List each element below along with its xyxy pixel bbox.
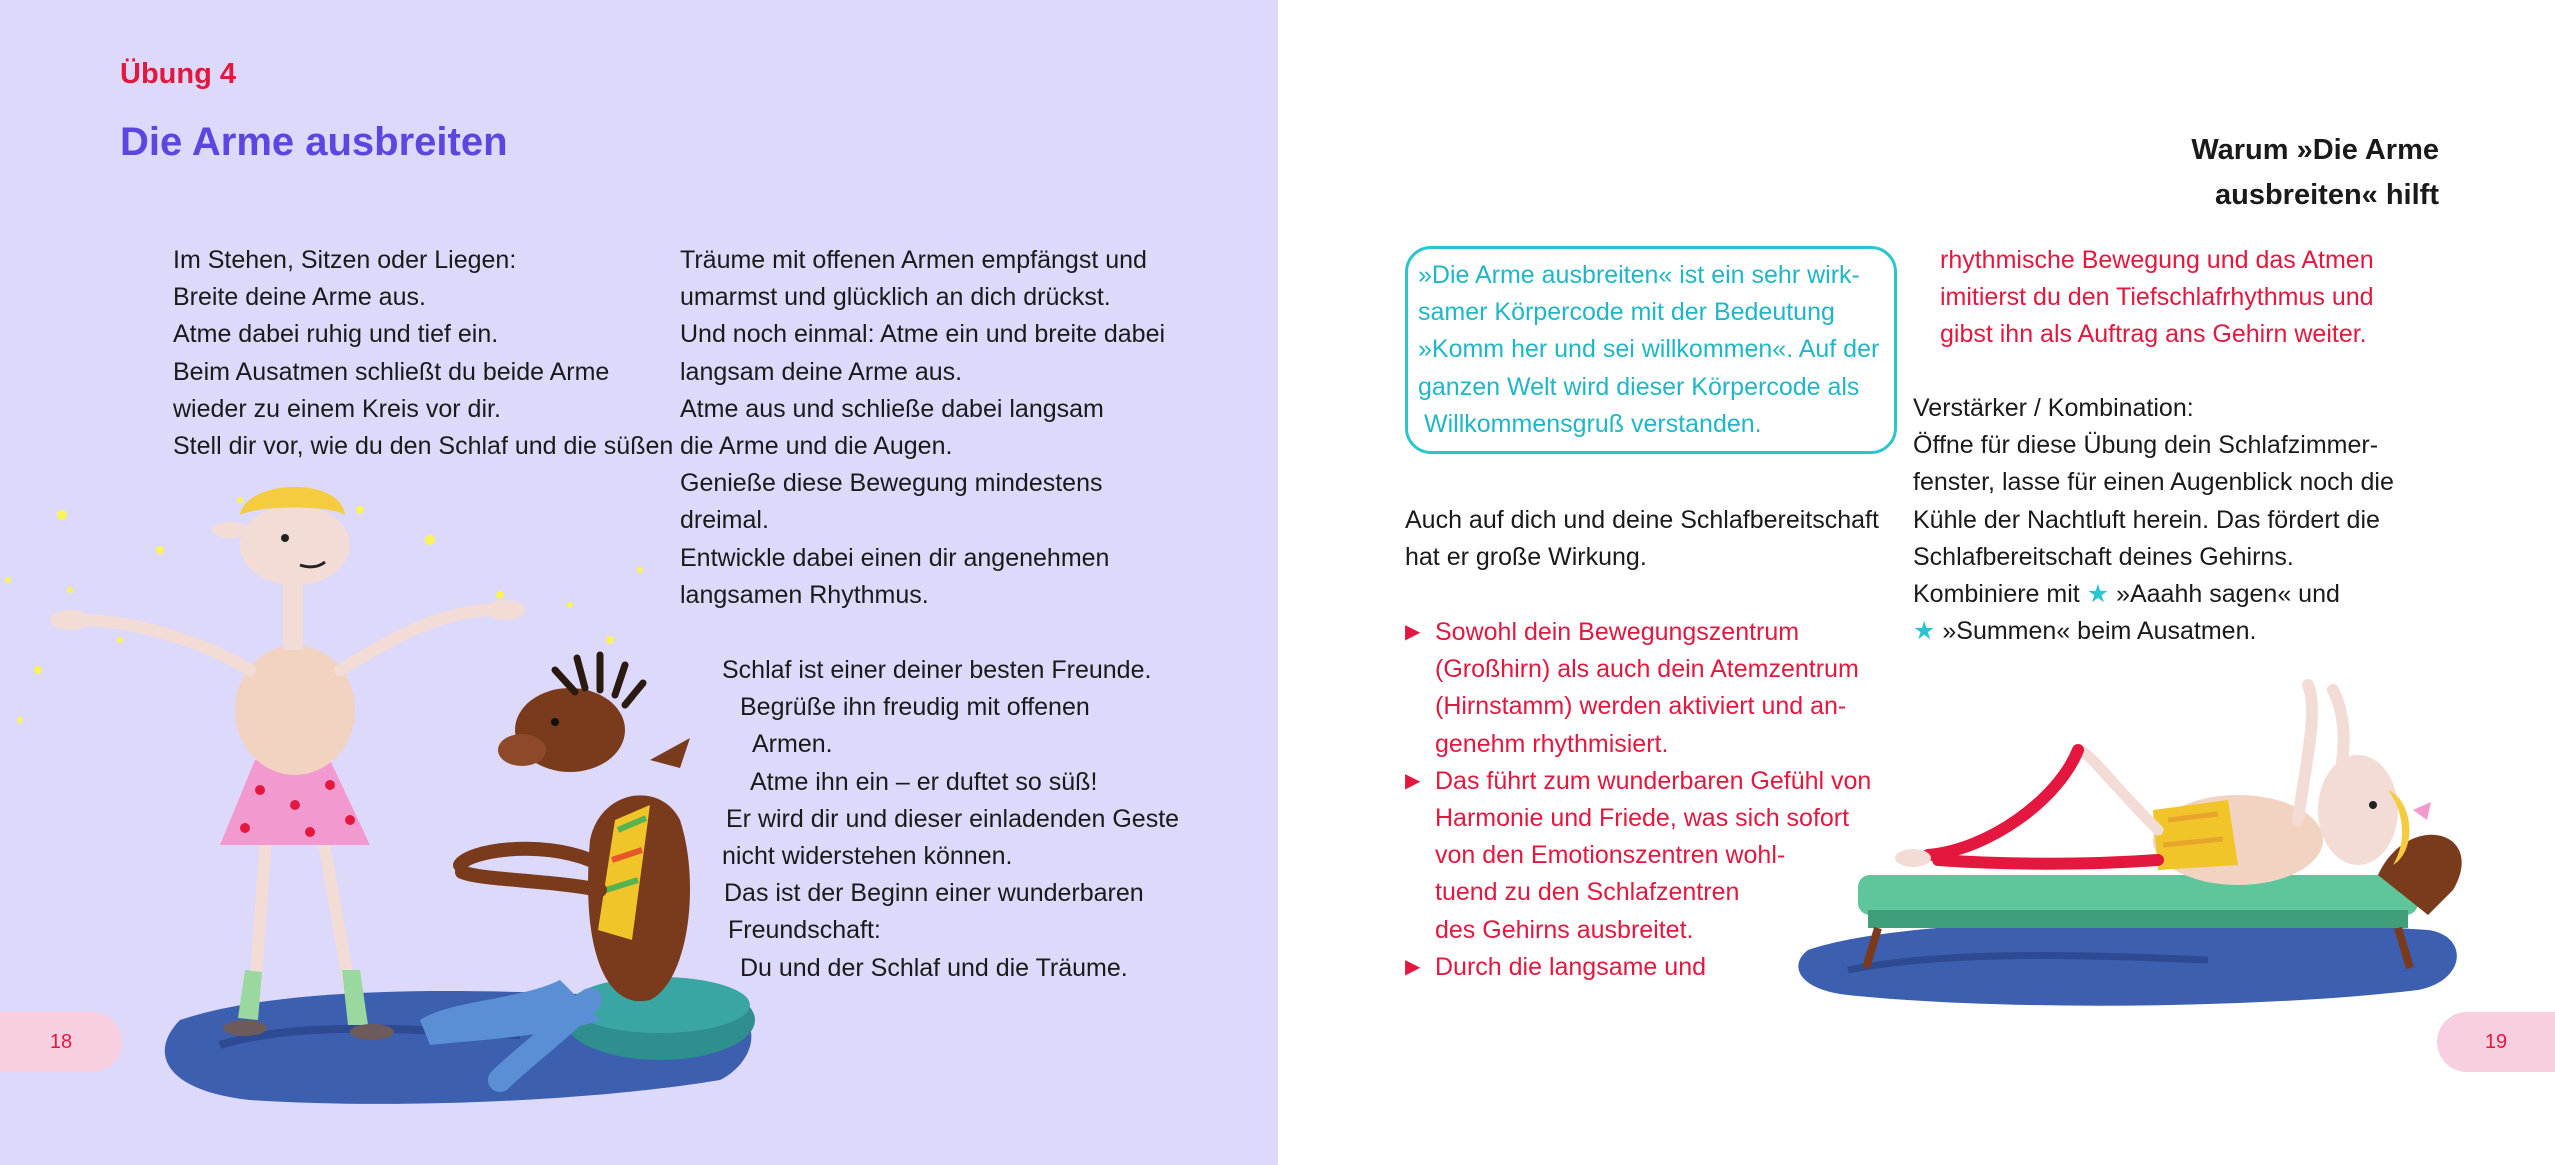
triangle-bullet-icon: ▶ bbox=[1405, 955, 1421, 978]
text-line: dreimal. bbox=[680, 506, 769, 535]
text-line: hat er große Wirkung. bbox=[1405, 543, 1647, 572]
text-line: Beim Ausatmen schließt du beide Arme bbox=[173, 357, 610, 386]
box-line: »Komm her und sei willkommen«. Auf der bbox=[1418, 335, 1880, 364]
section-heading bbox=[2019, 128, 2439, 218]
text-line: wieder zu einem Kreis vor dir. bbox=[173, 394, 501, 423]
combine-item: »Aaahh sagen« und bbox=[2116, 580, 2340, 609]
effect-paragraph bbox=[1405, 502, 1879, 576]
lying-sheep-illustration bbox=[1788, 660, 2468, 1020]
text-line: Atme aus und schließe dabei langsam bbox=[680, 394, 1104, 423]
text-line: Stell dir vor, wie du den Schlaf und die süßen bbox=[173, 432, 674, 461]
text-line: Atme dabei ruhig und tief ein. bbox=[173, 320, 499, 349]
page-title: Die Arme ausbreiten bbox=[120, 120, 508, 164]
text-line: (Hirnstamm) werden aktiviert und an- bbox=[1435, 692, 1847, 721]
text-line: Durch die langsame und bbox=[1435, 952, 1706, 981]
text-line: von den Emotionszentren wohl- bbox=[1435, 841, 1786, 870]
poem-line: nicht widerstehen können. bbox=[722, 842, 1013, 871]
box-line: »Die Arme ausbreiten« ist ein sehr wirk- bbox=[1418, 261, 1860, 289]
text-line: imitierst du den Tiefschlafrhythmus und bbox=[1940, 283, 2374, 312]
poem-line: Begrüße ihn freudig mit offenen bbox=[740, 693, 1090, 722]
text-line: Genieße diese Bewegung mindestens bbox=[680, 469, 1103, 498]
triangle-bullet-icon: ▶ bbox=[1405, 769, 1421, 792]
heading-line: ausbreiten« hilft bbox=[2215, 179, 2439, 211]
box-line: ganzen Welt wird dieser Körpercode als bbox=[1418, 372, 1860, 401]
booster-section bbox=[1913, 390, 2433, 650]
text-line: Harmonie und Friede, was sich sofort bbox=[1435, 804, 1850, 833]
bullet-continuation bbox=[1940, 242, 2440, 354]
text-line: langsam deine Arme aus. bbox=[680, 357, 963, 386]
triangle-bullet-icon: ▶ bbox=[1405, 621, 1421, 643]
text-line: Auch auf dich und deine Schlafbereitschaft bbox=[1405, 506, 1879, 534]
poem-line: Er wird dir und dieser einladenden Geste bbox=[726, 804, 1180, 833]
combine-prefix: Kombiniere mit bbox=[1913, 580, 2080, 609]
combine-line bbox=[1913, 576, 2433, 613]
poem-line: Atme ihn ein – er duftet so süß! bbox=[750, 767, 1098, 796]
star-icon: ★ bbox=[1913, 617, 1936, 646]
sheep-illustration bbox=[0, 460, 780, 1120]
text-line: Sowohl dein Bewegungszentrum bbox=[1435, 618, 1800, 646]
text-line: die Arme und die Augen. bbox=[680, 432, 953, 461]
text-line: Entwickle dabei einen dir angenehmen bbox=[680, 543, 1110, 572]
poem-line: Freundschaft: bbox=[728, 916, 881, 945]
poem bbox=[722, 652, 1242, 987]
instructions-column-1 bbox=[173, 242, 693, 465]
text-line: Öffne für diese Übung dein Schlafzimmer- bbox=[1913, 431, 2379, 460]
box-line: samer Körpercode mit der Bedeutung bbox=[1418, 298, 1835, 327]
text-line: Schlafbereitschaft deines Gehirns. bbox=[1913, 542, 2294, 571]
text-line: Und noch einmal: Atme ein und breite dabei bbox=[680, 320, 1166, 349]
highlight-box bbox=[1405, 246, 1897, 454]
text-line: Kühle der Nachtluft herein. Das fördert die bbox=[1913, 505, 2380, 534]
poem-line: Das ist der Beginn einer wunderbaren bbox=[724, 879, 1144, 908]
box-line: Willkommensgruß verstanden. bbox=[1424, 409, 1762, 438]
heading-line: Warum »Die Arme bbox=[2191, 134, 2439, 166]
exercise-label: Übung 4 bbox=[120, 58, 236, 90]
text-line: tuend zu den Schlafzentren bbox=[1435, 878, 1740, 907]
text-line: Im Stehen, Sitzen oder Liegen: bbox=[173, 246, 517, 274]
text-line: fenster, lasse für einen Augenblick noch die bbox=[1913, 468, 2394, 497]
text-line: gibst ihn als Auftrag ans Gehirn weiter. bbox=[1940, 320, 2367, 349]
page-number-right: 19 bbox=[2437, 1012, 2555, 1072]
text-line: Träume mit offenen Armen empfängst und bbox=[680, 246, 1147, 274]
booster-heading: Verstärker / Kombination: bbox=[1913, 394, 2194, 422]
text-line: des Gehirns ausbreitet. bbox=[1435, 915, 1694, 944]
text-line: genehm rhythmisiert. bbox=[1435, 729, 1669, 758]
combine-line bbox=[1913, 613, 2433, 650]
text-line: Breite deine Arme aus. bbox=[173, 283, 426, 312]
star-icon: ★ bbox=[2086, 580, 2110, 609]
poem-line: Schlaf ist einer deiner besten Freunde. bbox=[722, 656, 1152, 684]
poem-line: Du und der Schlaf und die Träume. bbox=[740, 953, 1128, 982]
text-line: rhythmische Bewegung und das Atmen bbox=[1940, 246, 2374, 274]
page-number-left: 18 bbox=[0, 1012, 122, 1072]
right-page bbox=[1278, 0, 2555, 1165]
text-line: Das führt zum wunderbaren Gefühl von bbox=[1435, 766, 1872, 795]
poem-line: Armen. bbox=[752, 730, 833, 759]
text-line: umarmst und glücklich an dich drückst. bbox=[680, 283, 1111, 312]
text-line: langsamen Rhythmus. bbox=[680, 580, 929, 609]
text-line: (Großhirn) als auch dein Atemzentrum bbox=[1435, 655, 1859, 684]
combine-item: »Summen« beim Ausatmen. bbox=[1942, 617, 2257, 646]
